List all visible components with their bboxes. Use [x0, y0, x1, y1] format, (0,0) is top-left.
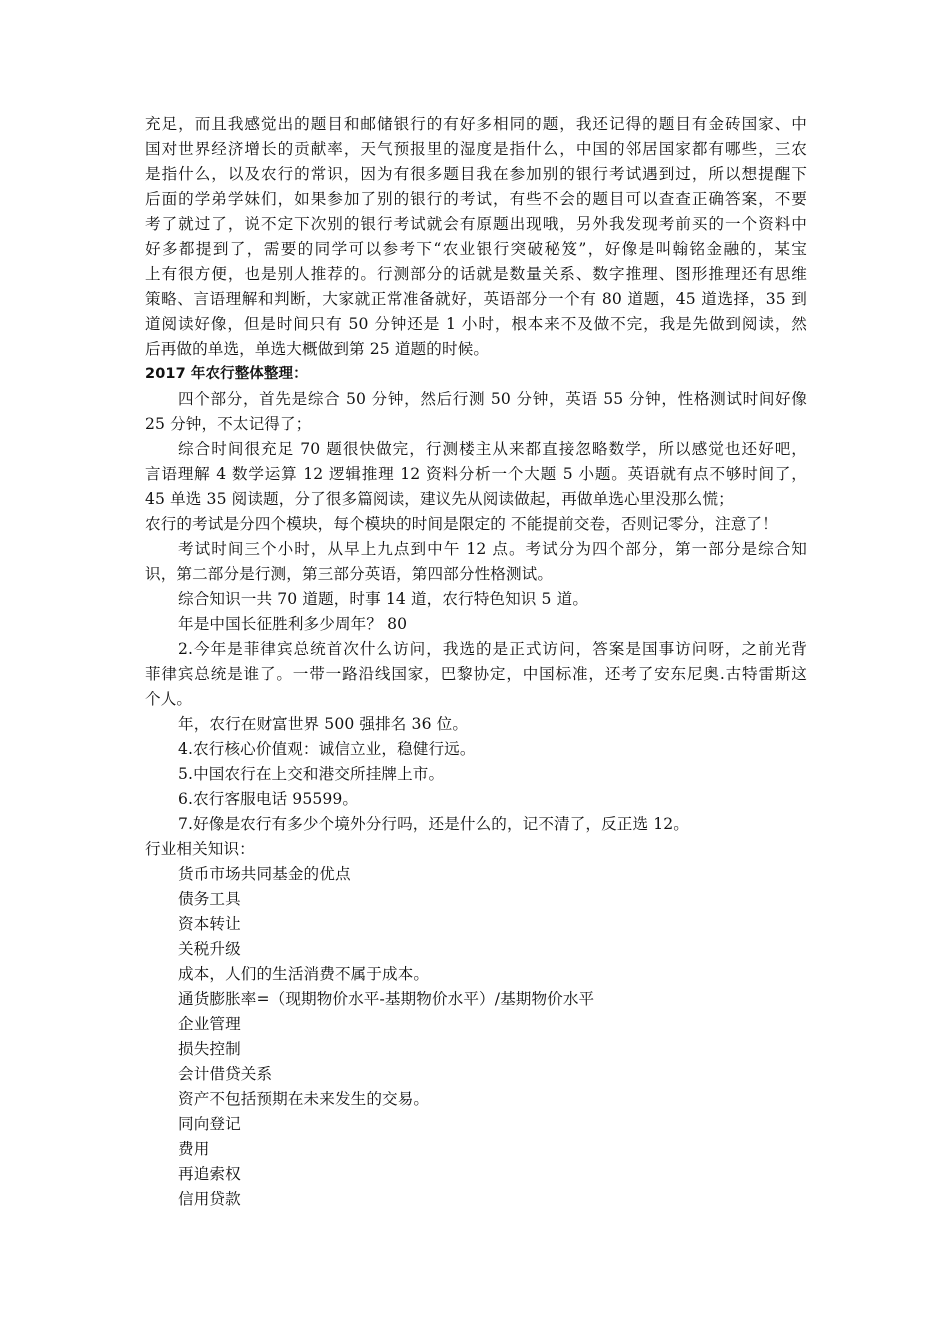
- list-item: 货币市场共同基金的优点: [178, 865, 351, 883]
- list-item: 同向登记: [178, 1115, 241, 1133]
- exam-detail-paragraph: [0, 437, 950, 512]
- text-line: 25 分钟，不太记得了；: [145, 415, 312, 433]
- text-line: 菲律宾总统是谁了。一带一路沿线国家，巴黎协定，中国标准，还考了安东尼奥.古特雷斯这: [145, 665, 807, 683]
- list-item: 费用: [178, 1140, 210, 1158]
- list-item: 损失控制: [178, 1040, 241, 1058]
- list-item: 企业管理: [178, 1015, 241, 1033]
- industry-heading: 行业相关知识：: [145, 840, 255, 858]
- text-line: 策略、言语理解和判断，大家就正常准备就好，英语部分一个有 80 道题，45 道选择，35 到: [145, 290, 807, 308]
- question-item: 年，农行在财富世界 500 强排名 36 位。: [178, 715, 469, 733]
- industry-list: [0, 862, 950, 1212]
- text-line: 四个部分，首先是综合 50 分钟，然后行测 50 分钟，英语 55 分钟，性格测试时间好像: [178, 390, 807, 408]
- text-line: 充足，而且我感觉出的题目和邮储银行的有好多相同的题，我还记得的题目有金砖国家、中: [145, 115, 807, 133]
- text-line: 后面的学弟学妹们，如果参加了别的银行的考试，有些不会的题目可以查查正确答案，不要: [145, 190, 807, 208]
- text-line: 好多都提到了，需要的同学可以参考下“农业银行突破秘笈”，好像是叫翰铭金融的，某宝: [145, 240, 807, 258]
- text-line: 上有很方便，也是别人推荐的。行测部分的话就是数量关系、数字推理、图形推理还有思维: [145, 265, 807, 283]
- intro-paragraph: [0, 112, 950, 362]
- general-knowledge-line: 综合知识一共 70 道题，时事 14 道，农行特色知识 5 道。: [178, 590, 589, 608]
- question-item: 5.中国农行在上交和港交所挂牌上市。: [178, 765, 445, 783]
- text-line: 后再做的单选，单选大概做到第 25 道题的时候。: [145, 340, 490, 358]
- text-line: 言语理解 4 数学运算 12 逻辑推理 12 资料分析一个大题 5 小题。英语就有点不够时间了，: [145, 465, 807, 483]
- question-item: 6.农行客服电话 95599。: [178, 790, 359, 808]
- exam-rule-line: 农行的考试是分四个模块，每个模块的时间是限定的 不能提前交卷，否则记零分，注意了！: [145, 515, 778, 533]
- text-line: 45 单选 35 阅读题，分了很多篇阅读，建议先从阅读做起，再做单选心里没那么慌；: [145, 490, 734, 508]
- exam-time-paragraph: [0, 537, 950, 587]
- question-item-2: [0, 637, 950, 712]
- list-item: 会计借贷关系: [178, 1065, 273, 1083]
- text-line: 考了就过了，说不定下次别的银行考试就会有原题出现哦，另外我发现考前买的一个资料中: [145, 215, 807, 233]
- text-line: 识，第二部分是行测，第三部分英语，第四部分性格测试。: [145, 565, 554, 583]
- list-item: 再追索权: [178, 1165, 241, 1183]
- text-line: 个人。: [145, 690, 193, 708]
- list-item: 通货膨胀率=（现期物价水平-基期物价水平）/基期物价水平: [178, 990, 595, 1008]
- text-line: 2.今年是菲律宾总统首次什么访问，我选的是正式访问，答案是国事访问呀，之前光背: [178, 640, 807, 658]
- list-item: 成本，人们的生活消费不属于成本。: [178, 965, 430, 983]
- text-line: 综合时间很充足 70 题很快做完，行测楼主从来都直接忽略数学，所以感觉也还好吧，: [178, 440, 807, 458]
- list-item: 债务工具: [178, 890, 241, 908]
- list-item: 资本转让: [178, 915, 241, 933]
- section-heading: 2017 年农行整体整理：: [145, 366, 308, 382]
- text-line: 是指什么，以及农行的常识，因为有很多题目我在参加别的银行考试遇到过，所以想提醒下: [145, 165, 807, 183]
- text-line: 道阅读好像，但是时间只有 50 分钟还是 1 小时，根本来不及做不完，我是先做到阅读，然: [145, 315, 807, 333]
- text-line: 考试时间三个小时，从早上九点到中午 12 点。考试分为四个部分，第一部分是综合知: [178, 540, 807, 558]
- question-item: 4.农行核心价值观：诚信立业，稳健行远。: [178, 740, 476, 758]
- list-item: 信用贷款: [178, 1190, 241, 1208]
- exam-structure-paragraph: [0, 387, 950, 437]
- question-item: 年是中国长征胜利多少周年？ 80: [178, 615, 408, 633]
- list-item: 关税升级: [178, 940, 241, 958]
- list-item: 资产不包括预期在未来发生的交易。: [178, 1090, 430, 1108]
- question-item: 7.好像是农行有多少个境外分行吗，还是什么的，记不清了，反正选 12。: [178, 815, 689, 833]
- text-line: 国对世界经济增长的贡献率，天气预报里的湿度是指什么，中国的邻居国家都有哪些，三农: [145, 140, 807, 158]
